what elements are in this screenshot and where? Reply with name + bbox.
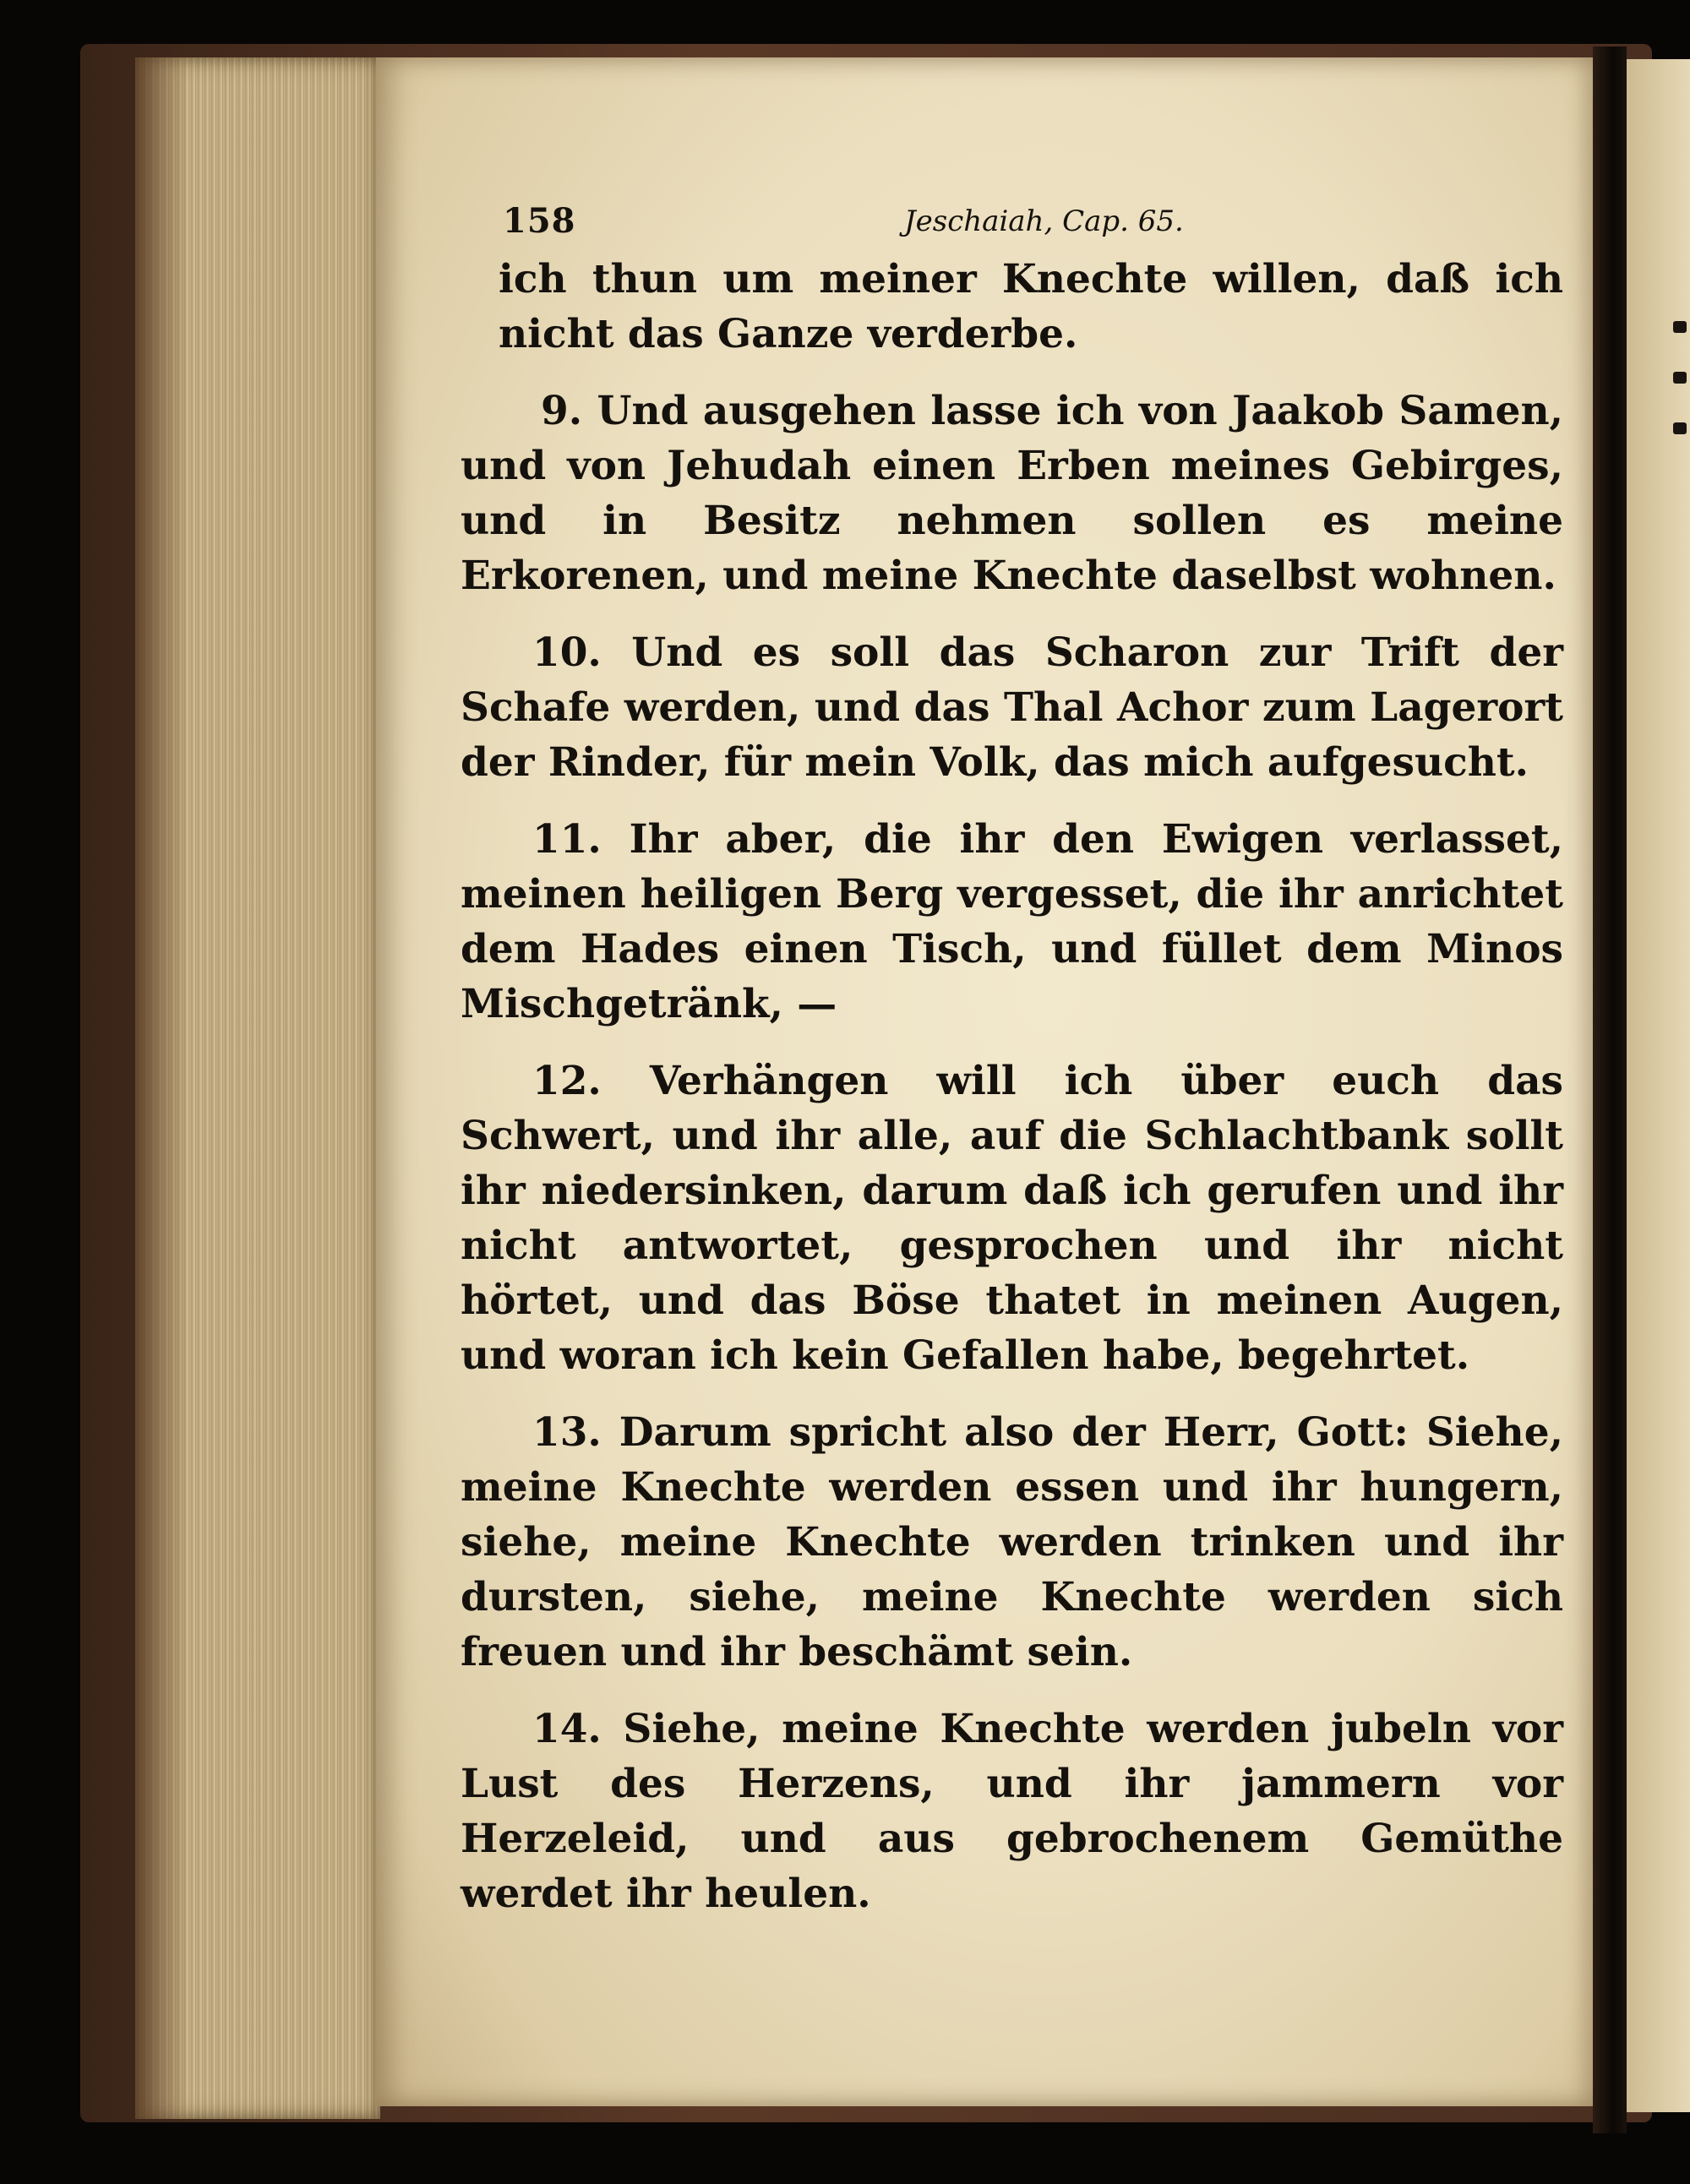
verse-11 (461, 812, 1563, 1032)
verse-text: Verhängen will ich über euch das Schwert, und ihr alle, auf die Schlachtbank sollt ihr niedersinken, darum daß ich gerufen und ihr nicht antwortet, gesprochen und ihr nicht hörtet, und das Böse thatet in meinen Augen, und woran ich kein Gefallen habe, begehrtet. (461, 1058, 1563, 1379)
verse-10 (461, 625, 1563, 790)
continuation-paragraph: ich thun um meiner Knechte willen, daß ich nicht das Ganze verderbe. (499, 256, 1563, 357)
verse-text: Und ausgehen lasse ich von Jaakob Samen, und von Jehudah einen Erben meines Gebirges, und in Besitz nehmen sollen es meine Erkorenen, und meine Knechte daselbst wohnen. (461, 388, 1563, 599)
verse-number: 14. (532, 1706, 602, 1752)
book-gutter (1593, 46, 1627, 2133)
verse-text: Siehe, meine Knechte werden jubeln vor Lust des Herzens, und ihr jammern vor Herzeleid, und aus gebrochenem Gemüthe werdet ihr heulen. (461, 1706, 1563, 1917)
verse-number: 12. (532, 1058, 602, 1104)
running-head-title: Jeschaiah, Cap. 65. (904, 204, 1184, 238)
verse-text: Darum spricht also der Herr, Gott: Siehe, meine Knechte werden essen und ihr hungern, siehe, meine Knechte werden trinken und ihr dursten, siehe, meine Knechte werden sich freuen und ihr beschämt sein. (461, 1409, 1563, 1675)
verse-13 (461, 1405, 1563, 1680)
verse-text: Ihr aber, die ihr den Ewigen verlasset, meinen heiligen Berg vergesset, die ihr anrichtet dem Hades einen Tisch, und füllet dem Minos Mischgetränk, — (461, 816, 1563, 1027)
page-number: 158 (503, 201, 576, 241)
verse-number: 9. (541, 388, 583, 434)
running-head (461, 193, 1563, 252)
verse-number: 10. (532, 629, 602, 676)
verse-9 (461, 384, 1563, 603)
facing-page-marks (1673, 321, 1690, 473)
verse-number: 13. (532, 1409, 602, 1456)
verse-text: Und es soll das Scharon zur Trift der Schafe werden, und das Thal Achor zum Lagerort der Rinder, für mein Volk, das mich aufgesucht. (461, 629, 1563, 786)
verse-12 (461, 1054, 1563, 1383)
page-text (461, 193, 1563, 1921)
verse-14 (461, 1702, 1563, 1921)
page-edge-shadow (135, 57, 186, 2119)
verse-number: 11. (532, 816, 602, 863)
